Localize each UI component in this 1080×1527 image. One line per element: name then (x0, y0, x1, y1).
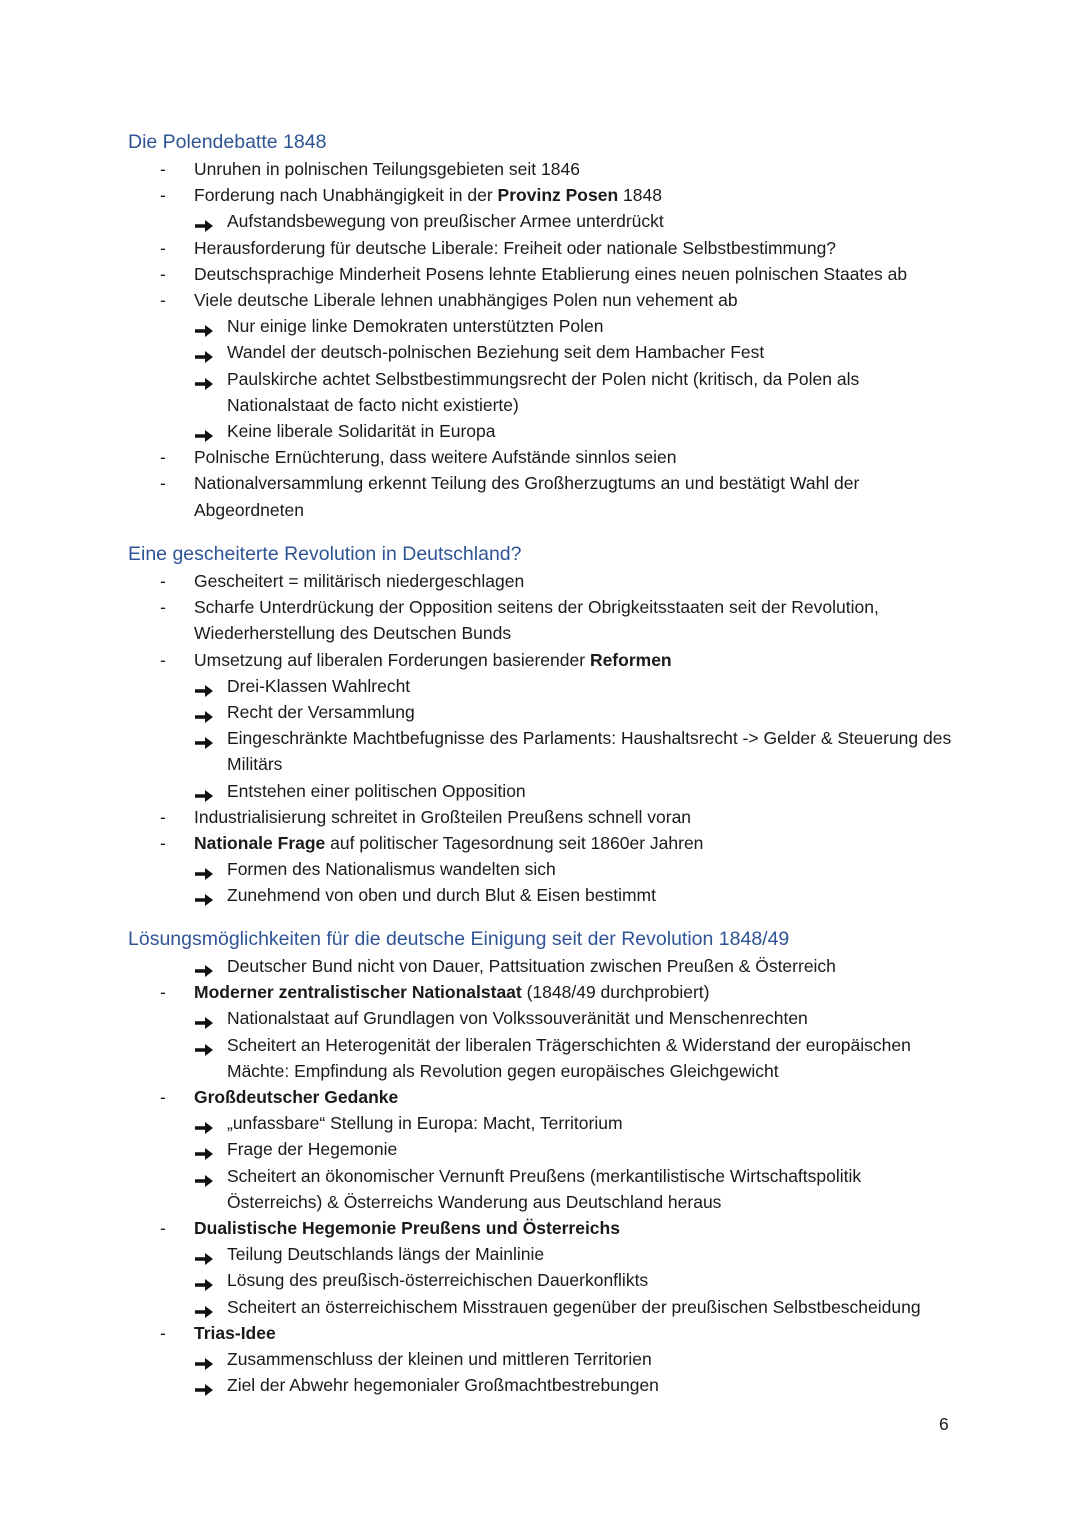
item-text (194, 444, 934, 470)
item-text (227, 366, 952, 418)
text-run: Unruhen in polnischen Teilungsgebieten seit 1846 (194, 159, 580, 179)
text-run: Frage der Hegemonie (227, 1139, 398, 1160)
bold-term: Dualistische Hegemonie Preußens und Österreichs (194, 1218, 620, 1239)
sub-bullet-item (0, 1241, 1080, 1267)
sub-bullet-item (0, 1005, 1080, 1031)
bullet-item (0, 235, 1080, 261)
text-run: Deutscher Bund nicht von Dauer, Pattsituation zwischen Preußen & Österreich (227, 956, 836, 976)
item-text (194, 830, 934, 856)
item-text (227, 1241, 952, 1267)
bullet-item (0, 804, 1080, 830)
bullet-item (0, 1215, 1080, 1241)
sub-bullet-item (0, 208, 1080, 234)
bullet-item (0, 261, 1080, 287)
item-text (227, 778, 952, 804)
dash-bullet: - (160, 571, 166, 591)
arrow-right-icon (194, 888, 214, 902)
section-heading: Lösungsmöglichkeiten für die deutsche Einigung seit der Revolution 1848/49 (128, 928, 790, 950)
text-run: Aufstandsbewegung von preußischer Armee unterdrückt (227, 211, 664, 232)
sub-bullet-item (0, 339, 1080, 365)
bullet-item (0, 568, 1080, 594)
text-run: Eingeschränkte Machtbefugnisse des Parlaments: Haushaltsrecht -> Gelder & Steuerung des Militärs (227, 728, 952, 775)
bullet-item (0, 470, 1080, 522)
bold-term: Nationale Frage (194, 833, 326, 854)
item-text (227, 882, 952, 908)
sub-bullet-item (0, 699, 1080, 725)
text-run: Formen des Nationalismus wandelten sich (227, 859, 556, 880)
bullet-list (0, 156, 1080, 523)
dash-bullet: - (160, 806, 166, 827)
item-text (194, 804, 934, 830)
text-run: Industrialisierung schreitet in Großteilen Preußens schnell voran (194, 806, 692, 827)
page-number: 6 (939, 1414, 949, 1434)
item-text (194, 470, 934, 522)
text-run: Ziel der Abwehr hegemonialer Großmachtbestrebungen (227, 1375, 659, 1396)
sub-bullet-item (0, 1136, 1080, 1162)
item-text (227, 418, 952, 444)
text-run: Recht der Versammlung (227, 702, 415, 723)
dash-bullet: - (160, 159, 166, 179)
bullet-item (0, 594, 1080, 646)
bullet-item (0, 156, 1080, 182)
bullet-item (0, 182, 1080, 208)
item-text (227, 1136, 952, 1162)
arrow-right-icon (194, 214, 214, 228)
arrow-right-icon (194, 862, 214, 876)
sub-bullet-item (0, 1032, 1080, 1084)
item-text (194, 1084, 934, 1110)
text-run: Teilung Deutschlands längs der Mainlinie (227, 1244, 545, 1265)
dash-bullet: - (160, 833, 166, 854)
sub-bullet-item (0, 856, 1080, 882)
text-run: Scheitert an Heterogenität der liberalen Trägerschichten & Widerstand der europäischen Mächte: Empfindung als Revolution gegen europäisches Gleichgewicht (227, 1034, 911, 1081)
text-run: Nationalversammlung erkennt Teilung des Großherzugtums an und bestätigt Wahl der Abgeordneten (194, 473, 860, 520)
arrow-right-icon (194, 784, 214, 798)
dash-bullet: - (160, 473, 166, 494)
bullet-item (0, 979, 1080, 1005)
item-text (227, 1163, 952, 1215)
item-text (227, 725, 952, 777)
item-text (227, 1110, 952, 1136)
dash-bullet: - (160, 982, 166, 1003)
arrow-right-icon (194, 372, 214, 386)
dash-bullet: - (160, 649, 166, 670)
bullet-item (0, 287, 1080, 313)
item-text (194, 979, 934, 1005)
dash-bullet: - (160, 185, 166, 206)
sub-bullet-item (0, 778, 1080, 804)
arrow-right-icon (194, 1247, 214, 1261)
text-run: Forderung nach Unabhängigkeit in der (194, 185, 498, 206)
text-run: Paulskirche achtet Selbstbestimmungsrecht der Polen nicht (kritisch, da Polen als Nationalstaat de facto nicht existierte) (227, 368, 860, 415)
text-run: Umsetzung auf liberalen Forderungen basierender (194, 649, 590, 670)
item-text (194, 182, 934, 208)
bullet-list (0, 568, 1080, 909)
item-text (227, 1032, 952, 1084)
item-text (194, 1215, 934, 1241)
section-heading: Eine gescheiterte Revolution in Deutschland? (128, 543, 522, 565)
text-run: Drei-Klassen Wahlrecht (227, 675, 411, 696)
bullet-item (0, 647, 1080, 673)
bold-term: Provinz Posen (497, 185, 619, 206)
arrow-right-icon (194, 319, 214, 333)
bullet-item (0, 1084, 1080, 1110)
sub-bullet-item (0, 1346, 1080, 1372)
arrow-right-icon (194, 705, 214, 719)
sub-bullet-item (0, 366, 1080, 418)
text-run: Zusammenschluss der kleinen und mittleren Territorien (227, 1349, 652, 1370)
dash-bullet: - (160, 597, 166, 618)
dash-bullet: - (160, 447, 166, 468)
bullet-item (0, 830, 1080, 856)
text-run: Nationalstaat auf Grundlagen von Volkssouveränität und Menschenrechten (227, 1008, 808, 1029)
arrow-right-icon (194, 1378, 214, 1392)
item-text (227, 1346, 952, 1372)
text-run: Scheitert an österreichischem Misstrauen gegenüber der preußischen Selbstbescheidung (227, 1296, 921, 1317)
text-run: Nur einige linke Demokraten unterstützten Polen (227, 316, 604, 337)
item-text (227, 953, 952, 979)
item-text (194, 235, 934, 261)
item-text (227, 673, 952, 699)
arrow-right-icon (194, 679, 214, 693)
arrow-right-icon (194, 1038, 214, 1052)
arrow-right-icon (194, 1352, 214, 1366)
arrow-right-icon (194, 1142, 214, 1156)
sub-bullet-item (0, 1294, 1080, 1320)
dash-bullet: - (160, 290, 166, 311)
text-run: Deutschsprachige Minderheit Posens lehnte Etablierung eines neuen polnischen Staates ab (194, 263, 908, 284)
dash-bullet: - (160, 1218, 166, 1239)
sub-bullet-item (0, 1372, 1080, 1398)
item-text (227, 1005, 952, 1031)
text-run: Scheitert an ökonomischer Vernunft Preußens (merkantilistische Wirtschaftspolitik Österreichs) & Österreichs Wanderung aus Deutschland heraus (227, 1165, 862, 1212)
arrow-right-icon (194, 1116, 214, 1130)
text-run: auf politischer Tagesordnung seit 1860er Jahren (325, 833, 704, 854)
text-run: Zunehmend von oben und durch Blut & Eisen bestimmt (227, 885, 656, 906)
sub-bullet-item (0, 882, 1080, 908)
arrow-right-icon (194, 1169, 214, 1183)
item-text (194, 156, 934, 182)
item-text (194, 594, 934, 646)
sub-bullet-item (0, 1267, 1080, 1293)
item-text (227, 313, 952, 339)
bullet-list (0, 953, 1080, 1398)
sub-bullet-item (0, 418, 1080, 444)
sub-bullet-item (0, 313, 1080, 339)
item-text (227, 1294, 952, 1320)
text-run: (1848/49 durchprobiert) (521, 982, 710, 1003)
sub-bullet-item (0, 1110, 1080, 1136)
dash-bullet: - (160, 237, 166, 258)
text-run: 1848 (618, 185, 662, 206)
bold-term: Moderner zentralistischer Nationalstaat (194, 982, 522, 1003)
text-run: Viele deutsche Liberale lehnen unabhängiges Polen nun vehement ab (194, 290, 738, 311)
text-run: Scharfe Unterdrückung der Opposition seitens der Obrigkeitsstaaten seit der Revolution, Wiederherstellung des Deutschen Bunds (194, 597, 879, 644)
sub-bullet-item (0, 953, 1080, 979)
item-text (227, 1372, 952, 1398)
bullet-item (0, 1320, 1080, 1346)
text-run: Lösung des preußisch-österreichischen Dauerkonflikts (227, 1270, 649, 1291)
dash-bullet: - (160, 1087, 166, 1108)
item-text (194, 647, 934, 673)
bullet-item (0, 444, 1080, 470)
arrow-right-icon (194, 345, 214, 359)
text-run: Wandel der deutsch-polnischen Beziehung seit dem Hambacher Fest (227, 342, 765, 363)
item-text (194, 287, 934, 313)
text-run: „unfassbare“ Stellung in Europa: Macht, Territorium (227, 1113, 623, 1134)
arrow-right-icon (194, 424, 214, 438)
section-heading: Die Polendebatte 1848 (128, 131, 327, 153)
dash-bullet: - (160, 1322, 166, 1343)
item-text (227, 699, 952, 725)
sub-bullet-item (0, 725, 1080, 777)
section-loesungsmoeglichkeiten (0, 925, 1080, 1398)
arrow-right-icon (194, 1273, 214, 1287)
text-run: Polnische Ernüchterung, dass weitere Aufstände sinnlos seien (194, 447, 677, 468)
item-text (227, 339, 952, 365)
text-run: Herausforderung für deutsche Liberale: Freiheit oder nationale Selbstbestimmung? (194, 237, 837, 258)
bold-term: Trias-Idee (194, 1322, 276, 1343)
section-polendebatte (0, 128, 1080, 523)
item-text (194, 568, 934, 594)
text-run: Keine liberale Solidarität in Europa (227, 421, 496, 442)
text-run: Entstehen einer politischen Opposition (227, 780, 526, 801)
item-text (194, 261, 934, 287)
item-text (194, 1320, 934, 1346)
arrow-right-icon (194, 1300, 214, 1314)
bold-term: Reformen (589, 649, 672, 670)
text-run: Gescheitert = militärisch niedergeschlagen (194, 571, 525, 591)
arrow-right-icon (194, 1011, 214, 1025)
item-text (227, 856, 952, 882)
arrow-right-icon (194, 959, 214, 973)
sub-bullet-item (0, 673, 1080, 699)
arrow-right-icon (194, 731, 214, 745)
dash-bullet: - (160, 263, 166, 284)
bold-term: Großdeutscher Gedanke (194, 1087, 399, 1108)
sub-bullet-item (0, 1163, 1080, 1215)
item-text (227, 1267, 952, 1293)
section-gescheiterte-revolution (0, 540, 1080, 909)
item-text (227, 208, 952, 234)
